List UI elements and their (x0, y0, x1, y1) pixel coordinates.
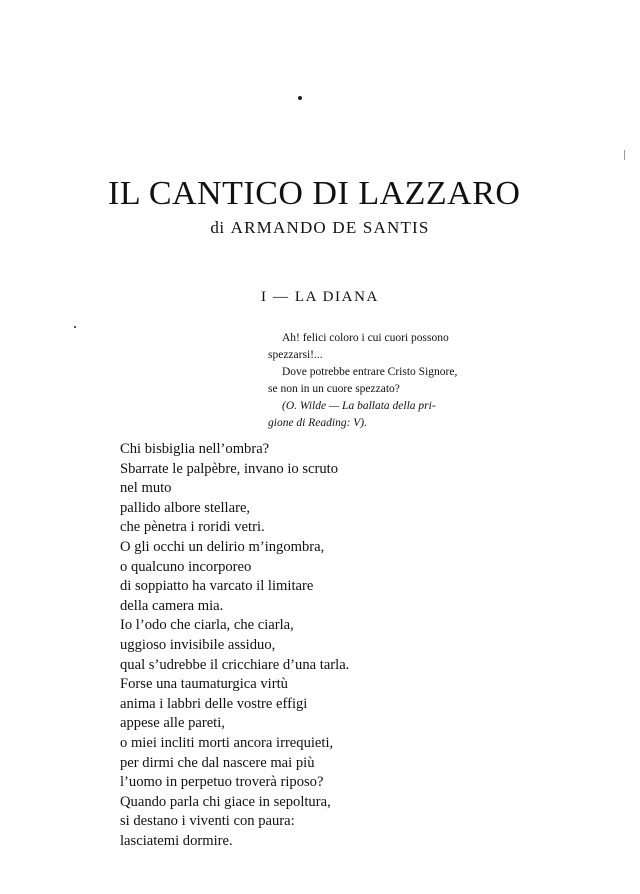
epigraph-line: Dove potrebbe entrare Cristo Signore, (282, 366, 458, 378)
poem-verse: lasciatemi dormire. (120, 832, 233, 849)
author-prefix: di (210, 218, 225, 237)
poem-verse: uggioso invisibile assiduo, (120, 636, 276, 653)
poem-verse: pallido albore stellare, (120, 499, 251, 516)
poem-verse: Forse una taumaturgica virtù (120, 676, 288, 693)
poem-verse: della camera mia. (120, 597, 224, 614)
author-line (0, 216, 640, 240)
poem-title: IL CANTICO DI LAZZARO (108, 175, 521, 212)
poem-verse: o miei incliti morti ancora irrequieti, (120, 734, 334, 751)
epigraph-line: se non in un cuore spezzato? (268, 383, 400, 395)
poem-verse: si destano i viventi con paura: (120, 813, 295, 830)
epigraph (268, 330, 478, 432)
poem-verse: Io l’odo che ciarla, che ciarla, (120, 617, 294, 634)
ink-speck-right (624, 150, 625, 160)
poem-verse: per dirmi che dal nascere mai più (120, 754, 315, 771)
epigraph-line: spezzarsi!... (268, 349, 323, 361)
poem-verse: Quando parla chi giace in sepoltura, (120, 793, 331, 810)
author-name: ARMANDO DE SANTIS (230, 218, 430, 237)
poem-verse: o qualcuno incorporeo (120, 558, 252, 575)
poem-verse: Chi bisbiglia nell’ombra? (120, 441, 270, 457)
poem-verse: Sbarrate le palpèbre, invano io scruto (120, 460, 339, 477)
epigraph-line: Ah! felici coloro i cui cuori possono (282, 332, 449, 344)
poem-verse: anima i labbri delle vostre effigi (120, 695, 308, 712)
ink-speck-top (298, 96, 302, 100)
poem-body (120, 440, 540, 851)
poem-verse: nel muto (120, 480, 172, 497)
poem-verse: qual s’udrebbe il cricchiare d’una tarla. (120, 656, 350, 673)
epigraph-citation: gione di Reading: V). (268, 417, 368, 429)
epigraph-citation: (O. Wilde — La ballata della pri- (282, 400, 436, 412)
ink-speck-left (74, 326, 76, 328)
poem-verse: appese alle pareti, (120, 715, 225, 732)
poem-verse: O gli occhi un delirio m’ingombra, (120, 538, 325, 555)
poem-verse: che pènetra i roridi vetri. (120, 519, 265, 536)
poem-verse: l’uomo in perpetuo troverà riposo? (120, 774, 324, 791)
poem-verse: di soppiatto ha varcato il limitare (120, 578, 314, 595)
section-heading: I — LA DIANA (261, 289, 379, 305)
